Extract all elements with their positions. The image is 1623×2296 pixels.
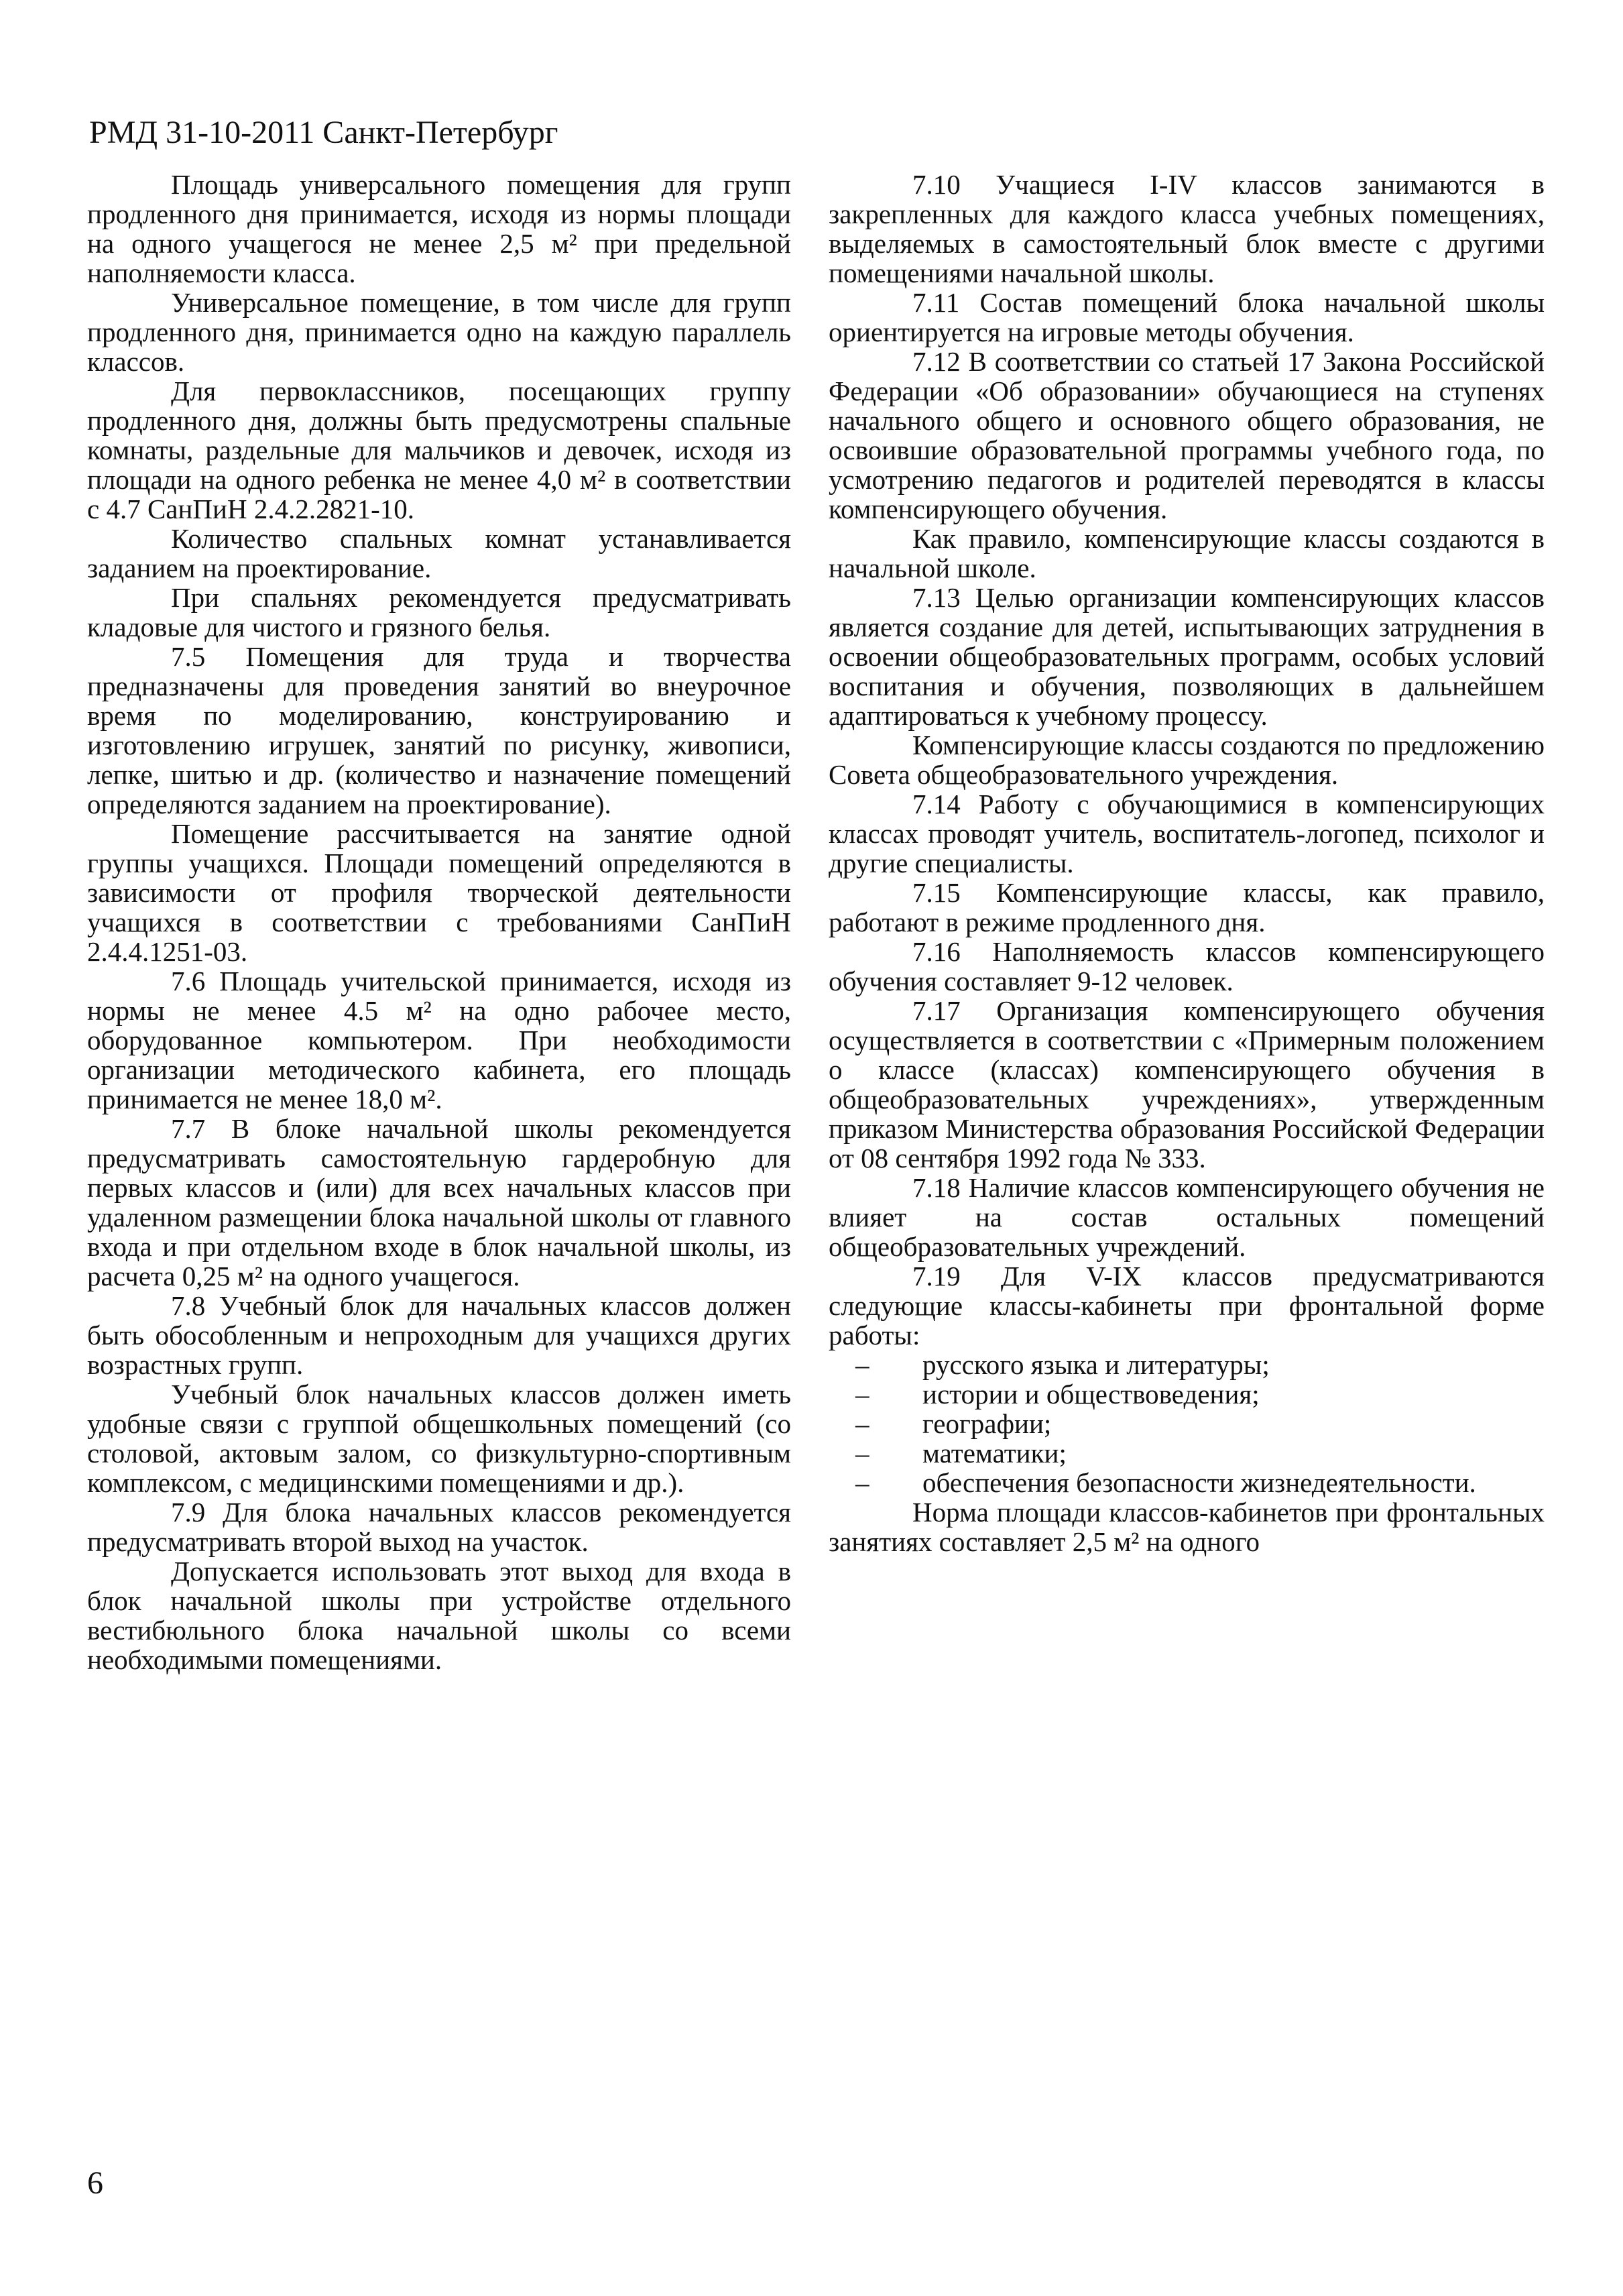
section-7-17: 7.17 Организация компенсирующего обучения осуществляется в соответствии с «Примерным положением о классе (классах) компенсирующего обучения в общеобразовательных учреждениях», утвержденным приказом Министерства образования Российской Федерации от 08 сентября 1992 года № 333. bbox=[829, 995, 1545, 1173]
section-7-5: 7.5 Помещения для труда и творчества предназначены для проведения занятий во внеурочное время по моделированию, конструированию и изготовлению игрушек, занятий по рисунку, живописи, лепке, шитью и др. (количество и назначение помещений определяются заданием на проектирование). bbox=[87, 641, 791, 819]
list-dash: – bbox=[855, 1379, 869, 1410]
list-item-text: русского языка и литературы; bbox=[922, 1349, 1270, 1380]
list-dash: – bbox=[855, 1408, 869, 1439]
section-7-7: 7.7 В блоке начальной школы рекомендуется предусматривать самостоятельную гардеробную для первых классов и (или) для всех начальных классов при удаленном размещении блока начальной школы от главного входа и при отдельном входе в блок начальной школы, из расчета 0,25 м² на одного учащегося. bbox=[87, 1113, 791, 1292]
section-7-15: 7.15 Компенсирующие классы, как правило, работают в режиме продленного дня. bbox=[829, 877, 1545, 937]
section-7-8: 7.8 Учебный блок для начальных классов должен быть обособленным и непроходным для учащихся других возрастных групп. bbox=[87, 1290, 791, 1380]
list-item bbox=[829, 1438, 1545, 1468]
classroom-list bbox=[829, 1350, 1545, 1497]
list-item-text: математики; bbox=[922, 1438, 1067, 1469]
list-item bbox=[829, 1468, 1545, 1497]
paragraph: Допускается использовать этот выход для входа в блок начальной школы при устройстве отдельного вестибюльного блока начальной школы со всеми необходимыми помещениями. bbox=[87, 1556, 791, 1675]
section-7-6: 7.6 Площадь учительской принимается, исходя из нормы не менее 4.5 м² на одно рабочее место, оборудованное компьютером. При необходимости организации методического кабинета, его площадь принимается не менее 18,0 м². bbox=[87, 966, 791, 1114]
list-item bbox=[829, 1350, 1545, 1379]
section-7-18: 7.18 Наличие классов компенсирующего обучения не влияет на состав остальных помещений общеобразовательных учреждений. bbox=[829, 1172, 1545, 1262]
section-7-16: 7.16 Наполняемость классов компенсирующего обучения составляет 9-12 человек. bbox=[829, 936, 1545, 996]
list-dash: – bbox=[855, 1467, 869, 1498]
paragraph: Как правило, компенсирующие классы создаются в начальной школе. bbox=[829, 523, 1545, 583]
paragraph: Количество спальных комнат устанавливается заданием на проектирование. bbox=[87, 523, 791, 583]
paragraph: При спальнях рекомендуется предусматривать кладовые для чистого и грязного белья. bbox=[87, 582, 791, 642]
section-7-9: 7.9 Для блока начальных классов рекомендуется предусматривать второй выход на участок. bbox=[87, 1497, 791, 1557]
right-column bbox=[829, 170, 1545, 1556]
paragraph: Учебный блок начальных классов должен иметь удобные связи с группой общешкольных помещений (со столовой, актовым залом, со физкультурно-спортивным комплексом, с медицинскими помещениями и др.). bbox=[87, 1379, 791, 1498]
paragraph: Помещение рассчитывается на занятие одной группы учащихся. Площади помещений определяются в зависимости от профиля творческой деятельности учащихся в соответствии с требованиями СанПиН 2.4.4.1251-03. bbox=[87, 818, 791, 967]
section-7-11: 7.11 Состав помещений блока начальной школы ориентируется на игровые методы обучения. bbox=[829, 287, 1545, 347]
list-dash: – bbox=[855, 1438, 869, 1469]
section-7-19: 7.19 Для V-IX классов предусматриваются следующие классы-кабинеты при фронтальной форме работы: bbox=[829, 1261, 1545, 1351]
section-7-14: 7.14 Работу с обучающимися в компенсирующих классах проводят учитель, воспитатель-логопед, психолог и другие специалисты. bbox=[829, 789, 1545, 878]
section-7-13: 7.13 Целью организации компенсирующих классов является создание для детей, испытывающих затруднения в освоении общеобразовательных программ, особых условий воспитания и обучения, позволяющих в дальнейшем адаптироваться к учебному процессу. bbox=[829, 582, 1545, 731]
running-header: РМД 31-10-2011 Санкт-Петербург bbox=[89, 115, 558, 150]
page-number: 6 bbox=[87, 2165, 103, 2201]
left-column bbox=[87, 170, 791, 1674]
paragraph: Компенсирующие классы создаются по предложению Совета общеобразовательного учреждения. bbox=[829, 730, 1545, 790]
paragraph: Площадь универсального помещения для групп продленного дня принимается, исходя из нормы площади на одного учащегося не менее 2,5 м² при предельной наполняемости класса. bbox=[87, 169, 791, 288]
list-item-text: географии; bbox=[922, 1408, 1052, 1439]
list-item-text: обеспечения безопасности жизнедеятельности. bbox=[922, 1467, 1476, 1498]
list-dash: – bbox=[855, 1349, 869, 1380]
paragraph: Универсальное помещение, в том числе для групп продленного дня, принимается одно на каждую параллель классов. bbox=[87, 287, 791, 377]
list-item-text: истории и обществоведения; bbox=[922, 1379, 1260, 1410]
section-7-12: 7.12 В соответствии со статьей 17 Закона Российской Федерации «Об образовании» обучающиеся на ступенях начального общего и основного общего образования, не освоившие образовательной программы учебного года, по усмотрению педагогов и родителей переводятся в классы компенсирующего обучения. bbox=[829, 346, 1545, 524]
paragraph: Для первоклассников, посещающих группу продленного дня, должны быть предусмотрены спальные комнаты, раздельные для мальчиков и девочек, исходя из площади на одного ребенка не менее 4,0 м² в соответствии с 4.7 СанПиН 2.4.2.2821-10. bbox=[87, 376, 791, 524]
paragraph: Норма площади классов-кабинетов при фронтальных занятиях составляет 2,5 м² на одного bbox=[829, 1497, 1545, 1557]
list-item bbox=[829, 1409, 1545, 1438]
list-item bbox=[829, 1379, 1545, 1409]
section-7-10: 7.10 Учащиеся I-IV классов занимаются в закрепленных для каждого класса учебных помещениях, выделяемых в самостоятельный блок вместе с другими помещениями начальной школы. bbox=[829, 169, 1545, 288]
